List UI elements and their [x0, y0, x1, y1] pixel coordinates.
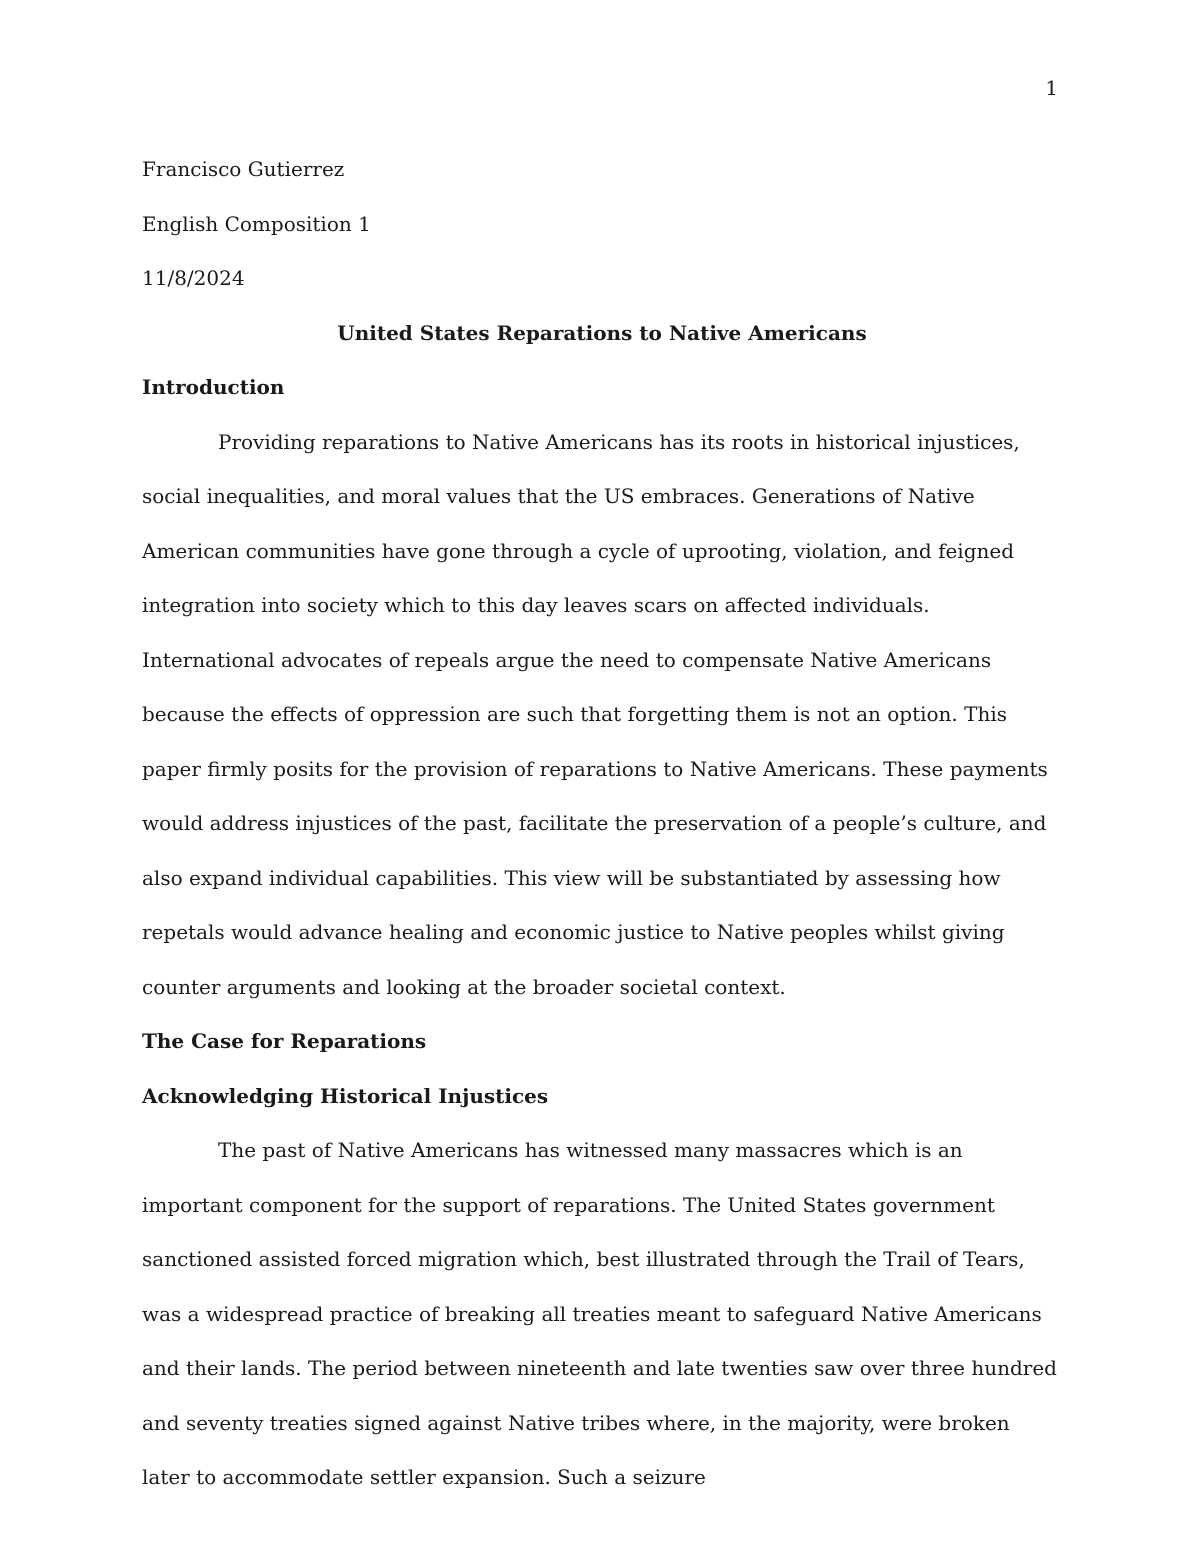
heading-introduction: Introduction	[142, 375, 285, 399]
course-name: English Composition 1	[142, 211, 371, 236]
author-name: Francisco Gutierrez	[142, 157, 345, 181]
document-title: United States Reparations to Native Americans	[337, 320, 867, 345]
document-body	[142, 142, 1062, 1505]
paragraph-introduction: Providing reparations to Native Americans has its roots in historical injustices, social inequalities, and moral values that the US embraces. Generations of Native American communities have gone through a cycle of uprooting, violation, and feigned integration into society which to this day leaves scars on affected individuals. International advocates of repeals argue the need to compensate Native Americans because the effects of oppression are such that forgetting them is not an option. This paper firmly posits for the provision of reparations to Native Americans. These payments would address injustices of the past, facilitate the preservation of a people’s culture, and also expand individual capabilities. This view will be substantiated by assessing how repetals would advance healing and economic justice to Native peoples whilst giving counter arguments and looking at the broader societal context.	[142, 429, 1048, 999]
page-number: 1	[1045, 76, 1058, 100]
paragraph-acknowledging-historical-injustices: The past of Native Americans has witnessed many massacres which is an important component for the support of reparations. The United States government sanctioned assisted forced migration which, best illustrated through the Trail of Tears, was a widespread practice of breaking all treaties meant to safeguard Native Americans and their lands. The period between nineteenth and late twenties saw over three hundred and seventy treaties signed against Native tribes where, in the majority, were broken later to accommodate settler expansion. Such a seizure	[142, 1138, 1057, 1489]
heading-case-for-reparations: The Case for Reparations	[142, 1029, 427, 1053]
heading-acknowledging-historical-injustices: Acknowledging Historical Injustices	[142, 1083, 549, 1108]
document-date: 11/8/2024	[142, 266, 245, 290]
